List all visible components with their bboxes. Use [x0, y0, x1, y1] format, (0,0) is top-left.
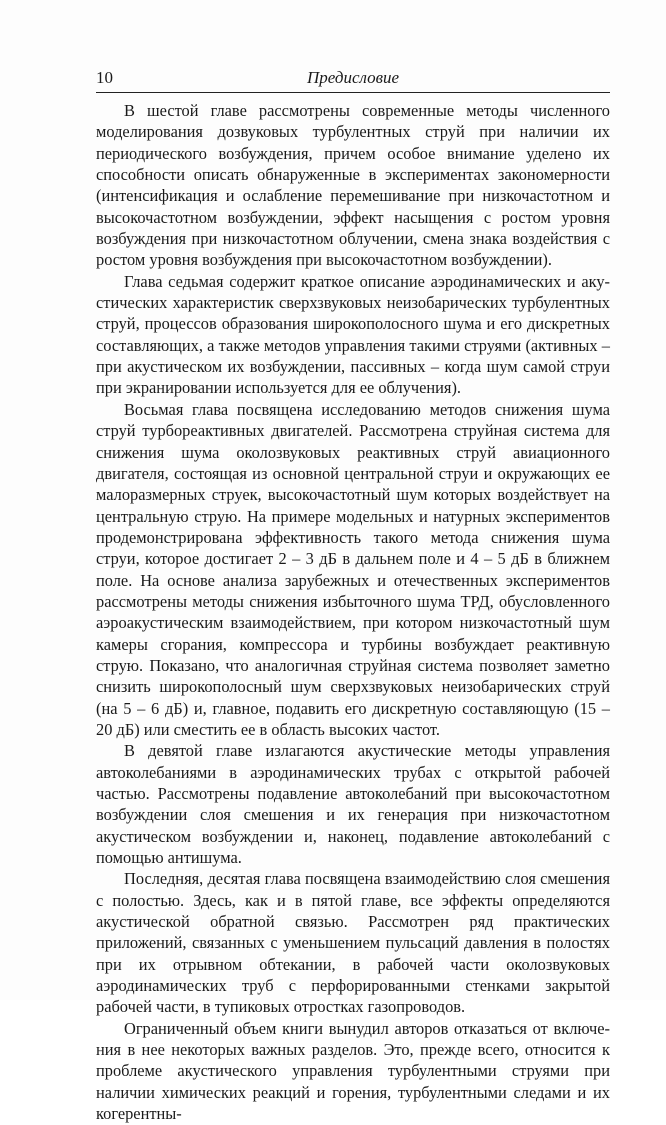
paragraph-chapter-eight: Восьмая глава посвящена исследованию методов снижения шума струй турбореактивных двигателей. Рассмотрена струйная система для снижения шума околозвуковых реактивных струй авиационного двигателя, состоящая из основной центральной струи и окружающих ее малоразмерных струек, высокочастотный шум которых воздействует на центральную струю. На примере модельных и натурных экспериментов продемонстрирована эффективность такого метода снижения шума струи, которое достигает 2 – 3 дБ в дальнем поле и 4 – 5 дБ в ближнем поле. На основе анализа зарубежных и отечественных экспериментов рассмотрены методы снижения избыточного шума ТРД, обусловленного аэроакустическим взаимодействием, при котором низкочастотный шум камеры сгорания, компрессора и турбины возбуждает реактивную струю. Показано, что аналогичная струйная система позволяет заметно снизить широкополосный шум сверхзвуковых неизобарических струй (на 5 – 6 дБ) и, главное, подавить его дискретную составляющую (15 – 20 дБ) или сместить ее в область высоких частот.: [96, 399, 610, 739]
paragraph-limitations: Ограниченный объем книги вынудил авторов отказаться от включения в нее некоторых важных разделов. Это, прежде всего, относится к проблеме акустического управления турбулентными струями при наличии химических реакций и горения, турбулентными следами и их когерентны-: [96, 1018, 610, 1124]
paragraph-chapter-ten: Последняя, десятая глава посвящена взаимодействию слоя смешения с полостью. Здесь, как и в пятой главе, все эффекты определяются акустической обратной связью. Рассмотрен ряд практических приложений, связанных с уменьшением пульсаций давления в полостях при их отрывном обтекании, в рабочей части околозвуковых аэродинамических труб с перфорированными стенками закрытой рабочей части, в тупиковых отростках газопроводов.: [96, 869, 610, 1017]
page-number: 10: [96, 68, 113, 87]
running-title: Предисловие: [306, 68, 400, 87]
paragraph-chapter-six: В шестой главе рассмотрены современные методы численного моделирования дозвуковых турбулентных струй при наличии их периодического возбуждения, причем особое внимание уделено их способности описать обнаруженные в экспериментах закономерности (интенсификация и ослабление перемешивание при низкочастотном и высокочастотном возбуждении, эффект насыщения с ростом уровня возбуждения при низкочастотном облучении, смена знака воздействия с ростом уровня возбуждения при высокочастотном возбуждении).: [96, 101, 610, 270]
paragraph-chapter-nine: В девятой главе излагаются акустические методы управления автоколебаниями в аэродинамических трубах с открытой рабочей частью. Рассмотрены подавление автоколебаний при высокочастотном возбуждении слоя смешения и их генерация при низкочастотном акустическом возбуждении и, наконец, подавление автоколебаний с помощью антишума.: [96, 741, 610, 868]
body-text: [96, 100, 610, 1125]
paragraph-chapter-seven: Глава седьмая содержит краткое описание аэродинамических и акустических характеристик сверхзвуковых неизобарических турбулентных струй, процессов образования широкополосного шума и его дискретных составляющих, а также методов управления такими струями (активных – при акустическом их возбуждении, пассивных – когда шум самой струи при экранировании используется для ее облучения).: [96, 271, 610, 398]
running-head: [96, 68, 610, 93]
